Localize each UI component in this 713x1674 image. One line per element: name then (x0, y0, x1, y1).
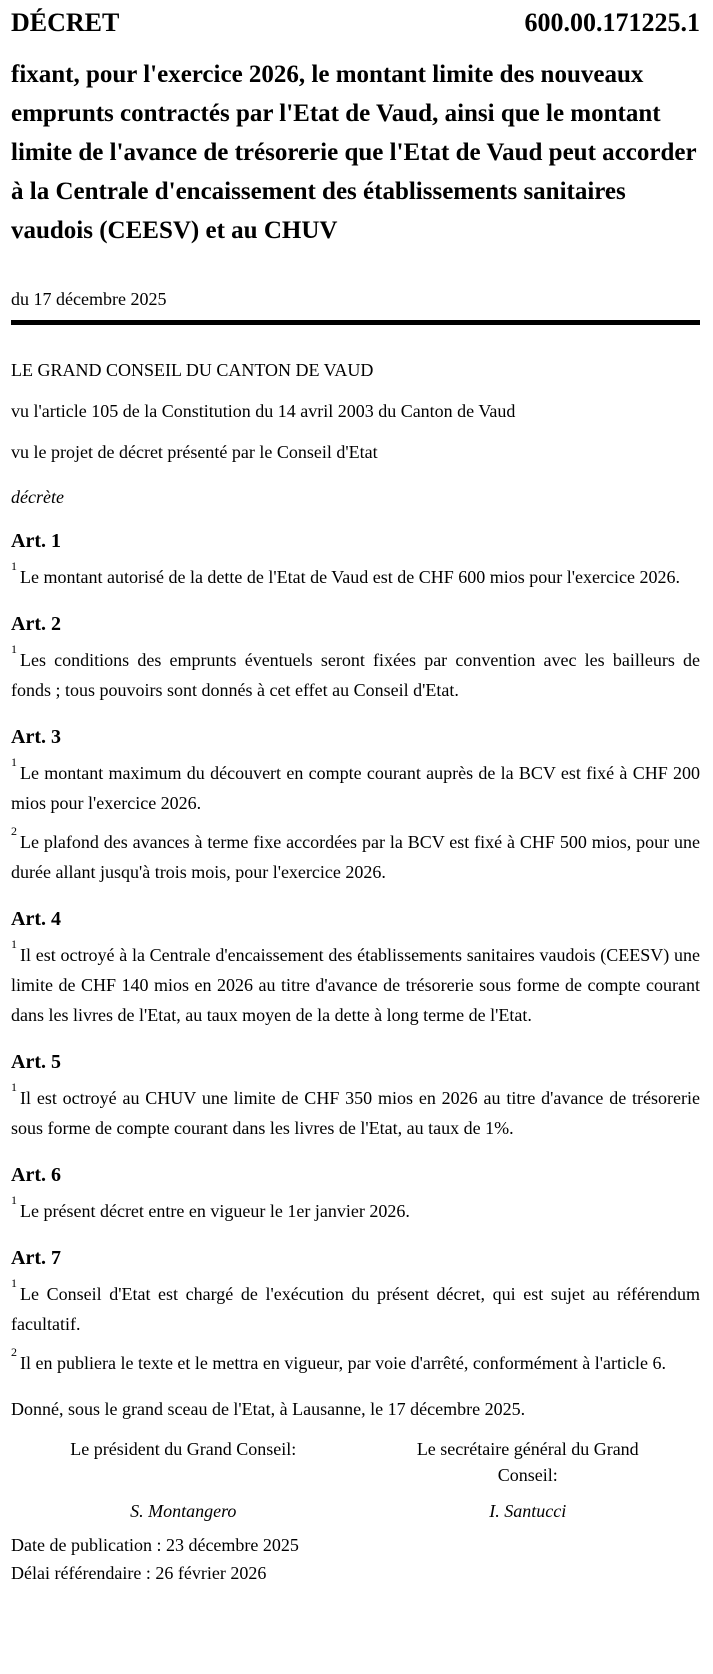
paragraph-number: 1 (11, 559, 17, 573)
article-1-heading: Art. 1 (11, 530, 61, 552)
article-7 (11, 1246, 700, 1378)
article-3-heading: Art. 3 (11, 726, 61, 748)
signature-roles-row (11, 1436, 700, 1488)
paragraph-text: Il est octroyé au CHUV une limite de CHF 350 mios en 2026 au titre d'avance de trésorerie sous forme de compte courant dans les livres de l'Etat, au taux de 1%. (11, 1088, 700, 1138)
paragraph-text: Il en publiera le texte et le mettra en vigueur, par voie d'arrêté, conformément à l'article 6. (20, 1353, 666, 1373)
article-7-paragraph-2 (11, 1345, 700, 1378)
article-1-paragraph-1 (11, 559, 700, 592)
signature-names-row (11, 1498, 700, 1524)
article-5-heading: Art. 5 (11, 1051, 61, 1073)
reference-number: 600.00.171225.1 (524, 8, 700, 37)
article-1 (11, 529, 700, 592)
article-4-paragraph-1 (11, 937, 700, 1030)
article-5 (11, 1050, 700, 1143)
article-2-heading: Art. 2 (11, 613, 61, 635)
president-role-label: Le président du Grand Conseil: (70, 1439, 297, 1459)
article-5-paragraph-1 (11, 1080, 700, 1143)
paragraph-text: Le plafond des avances à terme fixe accordées par la BCV est fixé à CHF 500 mios, pour une durée allant jusqu'à trois mois, pour l'exercice 2026. (11, 832, 700, 882)
enacting-word: décrète (11, 487, 64, 507)
paragraph-text: Le Conseil d'Etat est chargé de l'exécution du présent décret, qui est sujet au référendum facultatif. (11, 1284, 700, 1334)
doc-type-label: DÉCRET (11, 8, 120, 37)
paragraph-number: 2 (11, 1345, 17, 1359)
secretary-role-cell (356, 1436, 701, 1488)
paragraph-number: 1 (11, 1193, 17, 1207)
paragraph-text: Le montant maximum du découvert en compte courant auprès de la BCV est fixé à CHF 200 mios pour l'exercice 2026. (11, 763, 700, 813)
article-7-heading: Art. 7 (11, 1247, 61, 1269)
recital-line-2: vu le projet de décret présenté par le Conseil d'Etat (11, 442, 378, 462)
article-3 (11, 725, 700, 887)
paragraph-number: 2 (11, 824, 17, 838)
document-date: du 17 décembre 2025 (11, 289, 167, 309)
paragraph-text: Le présent décret entre en vigueur le 1er janvier 2026. (20, 1201, 410, 1221)
paragraph-number: 1 (11, 642, 17, 656)
paragraph-number: 1 (11, 1080, 17, 1094)
president-signature: S. Montangero (130, 1501, 237, 1521)
article-3-paragraph-2 (11, 824, 700, 887)
article-2 (11, 612, 700, 705)
article-4-heading: Art. 4 (11, 908, 61, 930)
paragraph-number: 1 (11, 755, 17, 769)
secretary-role-label: Le secrétaire général du Grand Conseil: (416, 1439, 639, 1485)
paragraph-number: 1 (11, 937, 17, 951)
authority-line: LE GRAND CONSEIL DU CANTON DE VAUD (11, 360, 374, 380)
document-header (11, 8, 700, 38)
publication-date-line: Date de publication : 23 décembre 2025 (11, 1535, 299, 1555)
paragraph-text: Il est octroyé à la Centrale d'encaissement des établissements sanitaires vaudois (CEESV) une limite de CHF 140 mios en 2026 au titre d'avance de trésorerie sous forme de compte courant dans les livres de l'Etat, au taux moyen de la dette à long terme de l'Etat. (11, 945, 700, 1025)
president-role-cell (11, 1436, 356, 1488)
recital-line-1: vu l'article 105 de la Constitution du 14 avril 2003 du Canton de Vaud (11, 401, 516, 421)
referendum-deadline-line: Délai référendaire : 26 février 2026 (11, 1563, 267, 1583)
given-line: Donné, sous le grand sceau de l'Etat, à Lausanne, le 17 décembre 2025. (11, 1399, 526, 1419)
paragraph-number: 1 (11, 1276, 17, 1290)
article-4 (11, 907, 700, 1030)
article-3-paragraph-1 (11, 755, 700, 818)
paragraph-text: Les conditions des emprunts éventuels seront fixées par convention avec les bailleurs de fonds ; tous pouvoirs sont donnés à cet effet au Conseil d'Etat. (11, 650, 700, 700)
article-6-heading: Art. 6 (11, 1164, 61, 1186)
article-7-paragraph-1 (11, 1276, 700, 1339)
secretary-signature: I. Santucci (489, 1501, 567, 1521)
divider-rule (11, 320, 700, 325)
article-2-paragraph-1 (11, 642, 700, 705)
document-title: fixant, pour l'exercice 2026, le montant limite des nouveaux emprunts contractés par l'Etat de Vaud, ainsi que le montant limite de l'avance de trésorerie que l'Etat de Vaud peut accorder à la Centrale d'encaissement des établissements sanitaires vaudois (CEESV) et au CHUV (11, 61, 697, 244)
article-6 (11, 1163, 700, 1226)
article-6-paragraph-1 (11, 1193, 700, 1226)
paragraph-text: Le montant autorisé de la dette de l'Etat de Vaud est de CHF 600 mios pour l'exercice 2026. (20, 567, 680, 587)
